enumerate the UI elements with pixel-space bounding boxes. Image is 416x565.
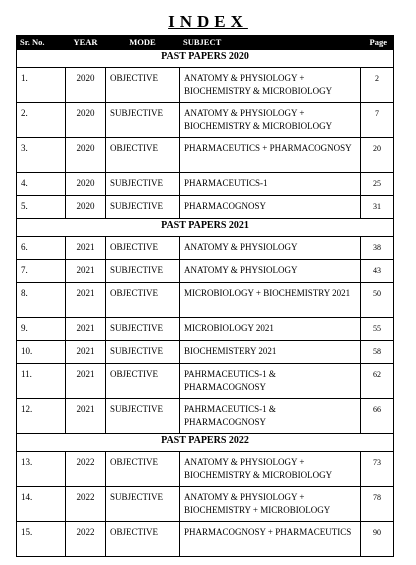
mode-cell: OBJECTIVE <box>106 522 180 557</box>
year-cell: 2020 <box>66 138 106 173</box>
page-cell: 7 <box>361 103 394 138</box>
year-cell: 2022 <box>66 487 106 522</box>
sr-no-cell: 6. <box>17 237 66 260</box>
year-cell: 2020 <box>66 68 106 103</box>
year-cell: 2021 <box>66 283 106 318</box>
section-row <box>17 434 394 452</box>
table-row <box>17 237 394 260</box>
year-cell: 2020 <box>66 196 106 219</box>
year-cell: 2021 <box>66 341 106 364</box>
table-row <box>17 68 394 103</box>
year-cell: 2021 <box>66 237 106 260</box>
section-heading: PAST PAPERS 2020 <box>17 50 394 68</box>
page-cell: 43 <box>361 260 394 283</box>
page-cell: 90 <box>361 522 394 557</box>
mode-cell: OBJECTIVE <box>106 364 180 399</box>
subject-cell: PHARMACOGNOSY + PHARMACEUTICS <box>180 522 361 557</box>
table-row <box>17 318 394 341</box>
page-cell: 78 <box>361 487 394 522</box>
mode-cell: SUBJECTIVE <box>106 196 180 219</box>
subject-cell: BIOCHEMISTERY 2021 <box>180 341 361 364</box>
subject-cell: ANATOMY & PHYSIOLOGY + BIOCHEMISTRY & MICROBIOLOGY <box>180 452 361 487</box>
subject-cell: ANATOMY & PHYSIOLOGY <box>180 237 361 260</box>
subject-cell: PHARMACEUTICS + PHARMACOGNOSY <box>180 138 361 173</box>
mode-cell: SUBJECTIVE <box>106 173 180 196</box>
page-cell: 25 <box>361 173 394 196</box>
table-row <box>17 341 394 364</box>
subject-cell: PHARMACOGNOSY <box>180 196 361 219</box>
mode-cell: OBJECTIVE <box>106 452 180 487</box>
section-heading: PAST PAPERS 2022 <box>17 434 394 452</box>
sr-no-cell: 2. <box>17 103 66 138</box>
subject-cell: MICROBIOLOGY + BIOCHEMISTRY 2021 <box>180 283 361 318</box>
header-row <box>17 36 394 50</box>
sr-no-cell: 12. <box>17 399 66 434</box>
page-cell: 66 <box>361 399 394 434</box>
sr-no-cell: 13. <box>17 452 66 487</box>
subject-cell: ANATOMY & PHYSIOLOGY + BIOCHEMISTRY & MICROBIOLOGY <box>180 103 361 138</box>
year-cell: 2021 <box>66 364 106 399</box>
year-cell: 2021 <box>66 399 106 434</box>
year-cell: 2021 <box>66 260 106 283</box>
table-row <box>17 487 394 522</box>
page-cell: 73 <box>361 452 394 487</box>
subject-cell: PHARMACEUTICS-1 <box>180 173 361 196</box>
table-row <box>17 283 394 318</box>
table-row <box>17 173 394 196</box>
table-row <box>17 522 394 557</box>
subject-cell: ANATOMY & PHYSIOLOGY + BIOCHEMISTRY & MICROBIOLOGY <box>180 68 361 103</box>
mode-cell: SUBJECTIVE <box>106 399 180 434</box>
subject-cell: ANATOMY & PHYSIOLOGY <box>180 260 361 283</box>
sr-no-cell: 8. <box>17 283 66 318</box>
index-title: INDEX <box>168 12 248 31</box>
column-header-page: Page <box>361 36 394 50</box>
sr-no-cell: 5. <box>17 196 66 219</box>
mode-cell: SUBJECTIVE <box>106 260 180 283</box>
year-cell: 2020 <box>66 173 106 196</box>
sr-no-cell: 10. <box>17 341 66 364</box>
mode-cell: OBJECTIVE <box>106 283 180 318</box>
page-cell: 62 <box>361 364 394 399</box>
section-row <box>17 50 394 68</box>
table-row <box>17 260 394 283</box>
year-cell: 2022 <box>66 452 106 487</box>
sr-no-cell: 15. <box>17 522 66 557</box>
table-row <box>17 138 394 173</box>
year-cell: 2022 <box>66 522 106 557</box>
subject-cell: ANATOMY & PHYSIOLOGY + BIOCHEMISTRY + MICROBIOLOGY <box>180 487 361 522</box>
section-heading: PAST PAPERS 2021 <box>17 219 394 237</box>
subject-cell: MICROBIOLOGY 2021 <box>180 318 361 341</box>
sr-no-cell: 4. <box>17 173 66 196</box>
page-cell: 31 <box>361 196 394 219</box>
column-header-subject: SUBJECT <box>180 36 361 50</box>
sr-no-cell: 3. <box>17 138 66 173</box>
sr-no-cell: 7. <box>17 260 66 283</box>
table-row <box>17 196 394 219</box>
page-cell: 20 <box>361 138 394 173</box>
sr-no-cell: 14. <box>17 487 66 522</box>
mode-cell: SUBJECTIVE <box>106 487 180 522</box>
subject-cell: PAHRMACEUTICS-1 & PHARMACOGNOSY <box>180 399 361 434</box>
page-cell: 2 <box>361 68 394 103</box>
mode-cell: SUBJECTIVE <box>106 103 180 138</box>
page-cell: 55 <box>361 318 394 341</box>
column-header-mode: MODE <box>106 36 180 50</box>
subject-cell: PAHRMACEUTICS-1 & PHARMACOGNOSY <box>180 364 361 399</box>
mode-cell: SUBJECTIVE <box>106 341 180 364</box>
page-cell: 38 <box>361 237 394 260</box>
year-cell: 2021 <box>66 318 106 341</box>
table-row <box>17 103 394 138</box>
page-cell: 58 <box>361 341 394 364</box>
sr-no-cell: 1. <box>17 68 66 103</box>
sr-no-cell: 11. <box>17 364 66 399</box>
table-row <box>17 399 394 434</box>
column-header-sr-no: Sr. No. <box>17 36 66 50</box>
index-table <box>16 35 394 557</box>
mode-cell: OBJECTIVE <box>106 138 180 173</box>
mode-cell: OBJECTIVE <box>106 68 180 103</box>
year-cell: 2020 <box>66 103 106 138</box>
mode-cell: OBJECTIVE <box>106 237 180 260</box>
sr-no-cell: 9. <box>17 318 66 341</box>
section-row <box>17 219 394 237</box>
column-header-year: YEAR <box>66 36 106 50</box>
page-cell: 50 <box>361 283 394 318</box>
mode-cell: SUBJECTIVE <box>106 318 180 341</box>
table-row <box>17 452 394 487</box>
table-row <box>17 364 394 399</box>
